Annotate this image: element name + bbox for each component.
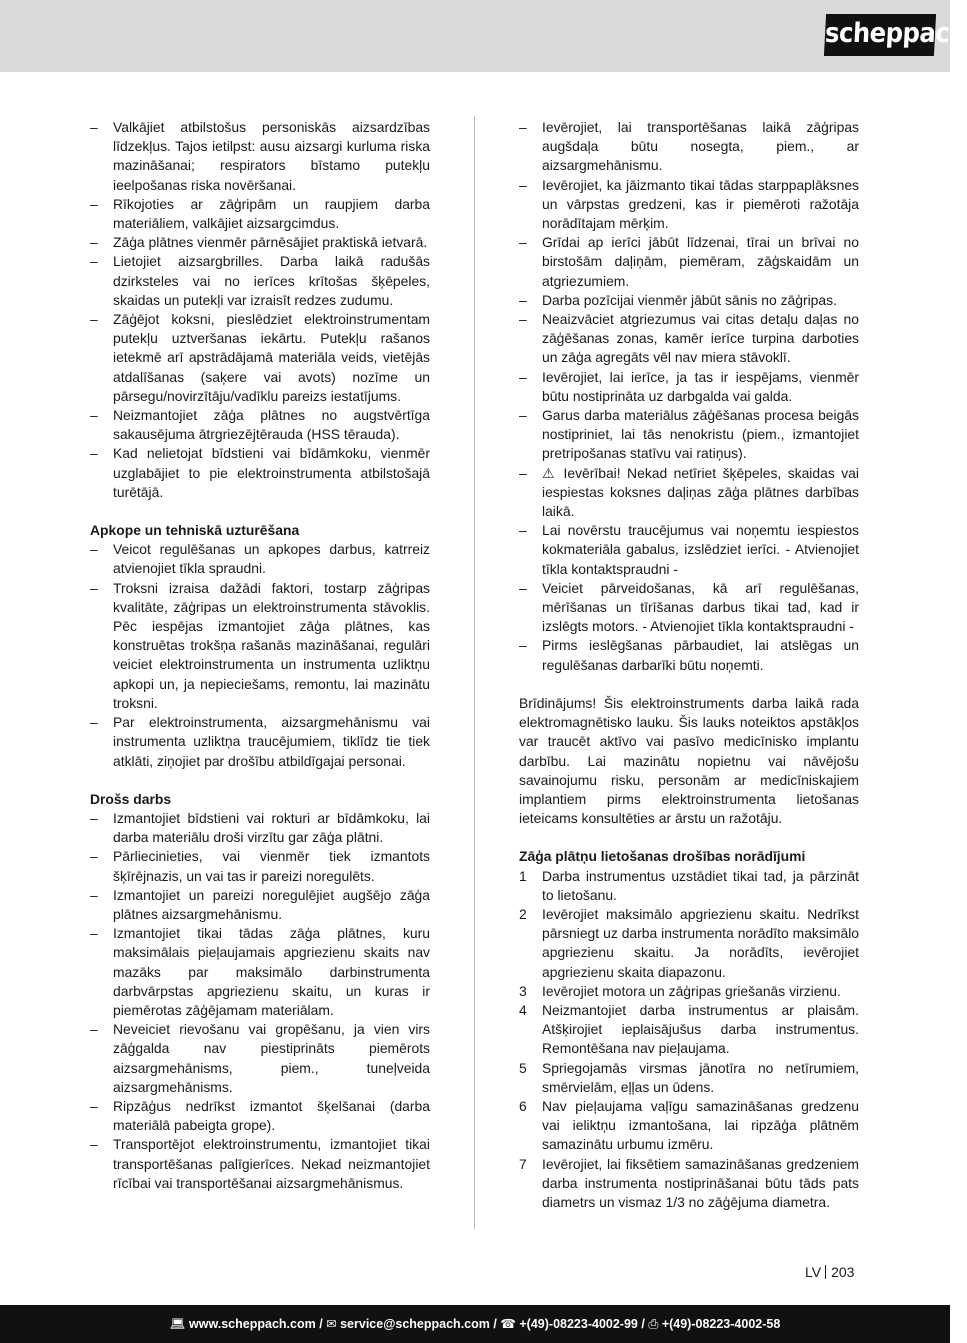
maintenance-heading: Apkope un tehniskā uzturēšana: [90, 522, 300, 539]
list-item: – Ievērojiet, ka jāizmanto tikai tādas starppaplāksnes un vārpstas gredzeni, kas ir piemēroti ražotāja norādītajam mērķim.: [519, 176, 859, 232]
saw-blade-heading: Zāģa plātņu lietošanas drošības norādījumi: [519, 848, 806, 865]
brand-logo: scheppach: [824, 14, 936, 56]
list-item: – Ievērojiet, lai ierīce, ja tas ir iespējams, vienmēr būtu nostiprināta uz darbgalda vai galda.: [519, 368, 859, 404]
maintenance-list: [90, 540, 430, 770]
list-item: – Par elektroinstrumenta, aizsargmehānismu vai instrumenta uzliktņa traucējumiem, tiklīdz tie tiek atklāti, ziņojiet par drošību atbildīgajai personai.: [90, 714, 430, 769]
list-item: – Troksni izraisa dažādi faktori, tostarp zāģripas kvalitāte, zāģripas un elektroinstrumenta stāvoklis. Pēc iespējas izmantojiet zāģa plātnes, kas konstruētas trokšņa rašanās mazināšanai, regulāri veiciet elektroinstrumenta un instrumenta uzliktņu apkopi un, ja nepieciešams, remontu, lai mazinātu troksni.: [90, 579, 430, 711]
footer-website: www.scheppach.com: [189, 1317, 316, 1331]
list-item: – Valkājiet atbilstošus personiskās aizsardzības līdzekļus. Tajos ietilpst: ausu aizsargi kurluma riska mazināšanai; respirators bīstamo putekļu ieelpošanas riska novēršanai.: [90, 119, 430, 193]
numbered-item: 3 Ievērojiet motora un zāģripas griešanās virzienu.: [519, 982, 841, 999]
list-item: – Veiciet pārveidošanas, kā arī regulēšanas, mērīšanas un tīrīšanas darbus tikai tad, kad ir izslēgts motors. - Atvienojiet tīkla kontaktspraudni -: [519, 579, 859, 635]
laptop-icon: 💻︎: [169, 1317, 186, 1331]
list-item-warning: – ⚠ Ievērībai! Nekad netīriet šķēpeles, skaidas vai iespiestas koksnes daļiņas zāģa plātnes darbības laikā.: [519, 464, 859, 520]
intro-list: [90, 118, 430, 502]
list-item: – Izmantojiet un pareizi noregulējiet augšējo zāģa plātnes aizsargmehānismu.: [90, 886, 430, 922]
numbered-item: 2 Ievērojiet maksimālo apgriezienu skaitu. Nedrīkst pārsniegt uz darba instrumenta norādīto maksimālo apgriezienu skaitu. Ja norādīts, ievērojiet apgriezienu skaita diapazonu.: [519, 905, 859, 980]
language-code: LV: [805, 1264, 822, 1280]
list-item: – Zāģējot koksni, pieslēdziet elektroinstrumentam putekļu uztveršanas iekārtu. Putekļu rašanos ietekmē arī apstrādājamā materiāla veids, vietējās atdalīšanas (saķere vai avots) nozīme un pārsegu/novirzītāju/vadīklu pareizs iestatījums.: [90, 311, 430, 404]
column-divider: [474, 116, 475, 1229]
list-item: – Neaizvāciet atgriezumus vai citas detaļu daļas no zāģēšanas zonas, kamēr ierīce turpina darboties un zāģa agregāts vēl nav miera stāvoklī.: [519, 311, 859, 366]
list-item: – Kad nelietojat bīdstieni vai bīdāmkoku, vienmēr uzglabājiet to pie elektroinstrumenta atbilstošajā turētājā.: [90, 445, 430, 500]
phone-icon: ☎: [500, 1317, 516, 1331]
footer-phone: +(49)-08223-4002-99: [519, 1317, 638, 1331]
list-item: – Lietojiet aizsargbrilles. Darba laikā radušās dzirksteles vai no ierīces krītošas šķēpeles, skaidas un putekļi var izraisīt redzes zudumu.: [90, 253, 430, 308]
list-item: – Transportējot elektroinstrumentu, izmantojiet tikai transportēšanas palīgierīces. Nekad neizmantojiet rīcībai vai transportēšanai aizsargmehānismus.: [90, 1136, 430, 1191]
safety-list-continued: [519, 118, 859, 675]
left-column: [90, 118, 430, 1193]
list-item: – Darba pozīcijai vienmēr jābūt sānis no zāģripas.: [519, 291, 837, 308]
header-band: [0, 0, 950, 72]
page-number-separator: [825, 1265, 826, 1279]
safe-work-heading: Drošs darbs: [90, 790, 172, 807]
list-item: – Veicot regulēšanas un apkopes darbus, katrreiz atvienojiet tīkla spraudni.: [90, 541, 430, 577]
list-item: – Pārliecinieties, vai vienmēr tiek izmantots šķīrējnazis, un vai tas ir pareizi noregulēts.: [90, 848, 430, 884]
numbered-item: 1 Darba instrumentus uzstādiet tikai tad, ja pārzināt to lietošanu.: [519, 867, 859, 903]
list-item: – Izmantojiet tikai tādas zāģa plātnes, kuru maksimālais pieļaujamais apgriezienu skaits nav mazāks par maksimālo darbinstrumenta darbvārpstas apgriezienu skaitu, un kuras ir piemērotas zāģējamam materiālam.: [90, 925, 430, 1018]
list-item: – Ievērojiet, lai transportēšanas laikā zāģripas augšdaļa būtu nosegta, piem., ar aizsargmehānismu.: [519, 119, 859, 174]
footer-fax: +(49)-08223-4002-58: [661, 1317, 781, 1331]
list-item: – Neizmantojiet zāģa plātnes no augstvērtīga sakausējuma ātrgriezējtērauda (HSS tērauda).: [90, 407, 430, 443]
mail-icon: ✉: [326, 1317, 337, 1331]
numbered-item: 4 Neizmantojiet darba instrumentus ar plaisām. Atšķirojiet ieplaisājušus darba instrumentus. Remontēšana nav pieļaujama.: [519, 1001, 859, 1057]
emf-warning-paragraph: Brīdinājums! Šis elektroinstruments darba laikā rada elektromagnētisko lauku. Šis lauks noteiktos apstākļos var traucēt aktīvo vai pasīvo medicīnisko implantu darbību. Lai mazinātu nopietnu vai nāvējošu savainojumu risku, personām ar medicīniskajiem implantiem pirms elektroinstrumenta lietošanas ieteicams konsultēties ar ārstu un ražotāju.: [519, 694, 859, 827]
list-item: – Neveiciet rievošanu vai gropēšanu, ja vien virs zāģgalda nav piestiprināts piemērots aizsargmehānisms, piem., tuneļveida aizsargmehānisms.: [90, 1021, 430, 1095]
list-item: – Pirms ieslēgšanas pārbaudiet, lai atslēgas un regulēšanas darbarīki būtu noņemti.: [519, 637, 859, 673]
list-item: – Grīdai ap ierīci jābūt līdzenai, tīrai un brīvai no birstošām daļiņām, piemēram, zāģskaidām un atgriezumiem.: [519, 234, 859, 289]
fax-icon: ⎙: [648, 1317, 659, 1331]
list-item: – Ripzāģus nedrīkst izmantot šķelšanai (darba materiālā pabeigta grope).: [90, 1097, 430, 1134]
page-number-value: 203: [831, 1264, 855, 1280]
list-item: – Izmantojiet bīdstieni vai rokturi ar bīdāmkoku, lai darba materiālu droši virzītu gar zāģa plātni.: [90, 809, 430, 846]
numbered-item: 7 Ievērojiet, lai fiksētiem samazināšanas gredzeniem darba instrumenta nostiprināšanai būtu tāds pats diametrs un vismaz 1/3 no zāģējuma diametra.: [519, 1155, 859, 1210]
page-number: [805, 1264, 854, 1280]
safe-work-list: [90, 809, 430, 1193]
numbered-item: 5 Spriegojamās virsmas jānotīra no netīrumiem, smērvielām, eļļas un ūdens.: [519, 1059, 859, 1095]
list-item: – Rīkojoties ar zāģripām un raupjiem darba materiāliem, valkājiet aizsargcimdus.: [90, 195, 430, 232]
saw-blade-list: [519, 867, 859, 1213]
footer-email: service@scheppach.com: [340, 1317, 490, 1331]
list-item: – Zāģa plātnes vienmēr pārnēsājiet praktiskā ietvarā.: [90, 234, 428, 251]
list-item: – Lai novērstu traucējumus vai noņemtu iespiestos kokmateriāla gabalus, izslēdziet ierīci. - Atvienojiet tīkla kontaktspraudni -: [519, 522, 859, 577]
numbered-item: 6 Nav pieļaujama vaļīgu samazināšanas gredzenu vai ieliktņu izmantošana, lai ripzāģa plātnēm samazinātu urbumu izmēru.: [519, 1097, 859, 1153]
right-column: [519, 118, 859, 1212]
footer-bar: 💻︎ www.scheppach.com / ✉ service@scheppach.com / ☎ +(49)-08223-4002-99 / ⎙ +(49)-08223-4002-58: [0, 1305, 950, 1343]
list-item: – Garus darba materiālus zāģēšanas procesa beigās nostipriniet, lai tās nenokristu (piem., izmantojiet pretripošanas statīvu vai ratiņus).: [519, 407, 859, 462]
